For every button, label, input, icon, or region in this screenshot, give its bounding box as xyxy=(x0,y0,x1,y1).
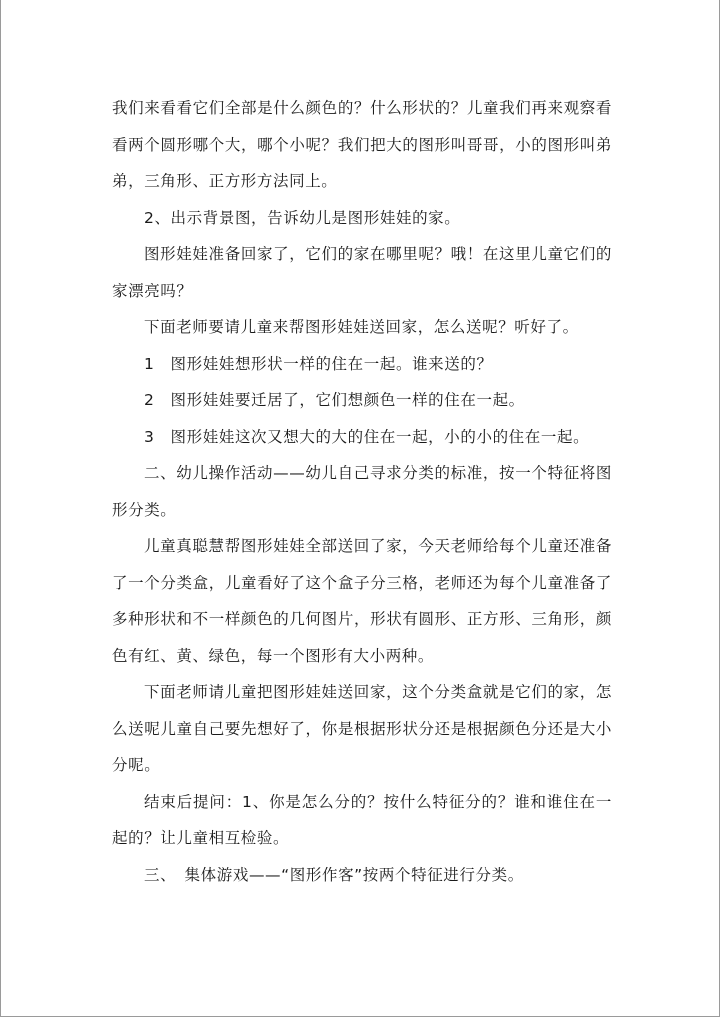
list-item: 3 图形娃娃这次又想大的大的住在一起，小的小的住在一起。 xyxy=(144,427,590,446)
section-heading: 二、幼儿操作活动——幼儿自己寻求分类的标准，按一个特征将图形分类。 xyxy=(112,464,612,519)
section-heading: 三、 集体游戏——“图形作客”按两个特征进行分类。 xyxy=(144,865,524,884)
paragraph: 我们来看看它们全部是什么颜色的？什么形状的？儿童我们再来观察看看两个圆形哪个大，哪个小呢？我们把大的图形叫哥哥，小的图形叫弟弟，三角形、正方形方法同上。 xyxy=(112,99,612,190)
paragraph: 结束后提问：1、你是怎么分的？按什么特征分的？谁和谁住在一起的？让儿童相互检验。 xyxy=(112,792,612,847)
paragraph: 儿童真聪慧帮图形娃娃全部送回了家，今天老师给每个儿童还准备了一个分类盒，儿童看好了这个盒子分三格，老师还为每个儿童准备了多种形状和不一样颜色的几何图片，形状有圆形、正方形、三角形，颜色有红、黄、绿色，每一个图形有大小两种。 xyxy=(112,537,612,665)
paragraph: 下面老师要请儿童来帮图形娃娃送回家，怎么送呢？听好了。 xyxy=(144,318,579,336)
paragraph: 2、出示背景图，告诉幼儿是图形娃娃的家。 xyxy=(144,208,461,227)
paragraph: 图形娃娃准备回家了，它们的家在哪里呢？哦！在这里儿童它们的家漂亮吗？ xyxy=(112,245,612,300)
list-item: 2 图形娃娃要迁居了，它们想颜色一样的住在一起。 xyxy=(144,391,525,409)
paragraph: 下面老师请儿童把图形娃娃送回家，这个分类盒就是它们的家，怎么送呢儿童自己要先想好了，你是根据形状分还是根据颜色分还是大小分呢。 xyxy=(112,683,612,774)
list-item: 1 图形娃娃想形状一样的住在一起。谁来送的？ xyxy=(144,354,493,373)
document-body xyxy=(112,90,612,893)
